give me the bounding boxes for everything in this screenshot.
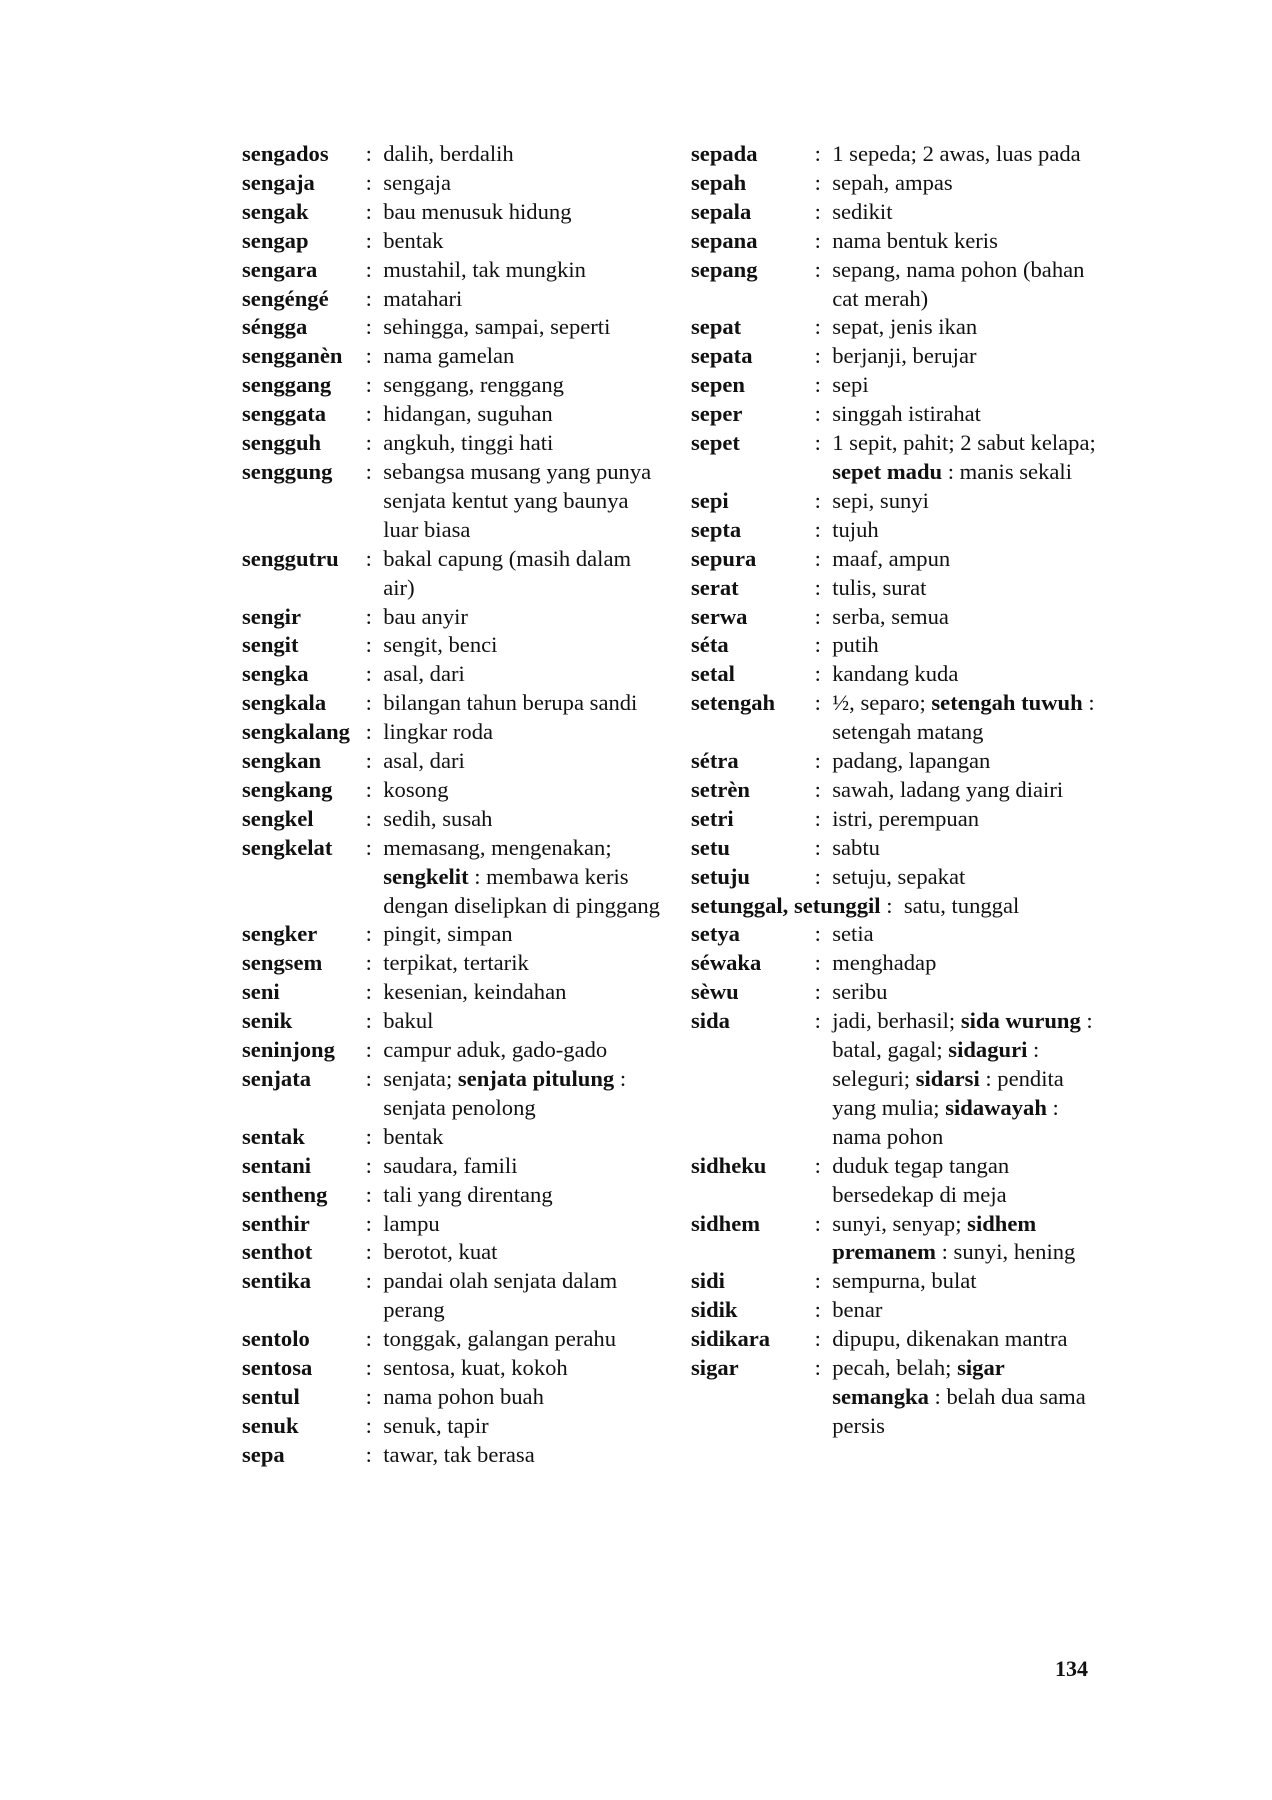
entry-separator: : (809, 545, 833, 571)
entry-term: sengados (242, 141, 329, 166)
dictionary-entry (242, 1441, 662, 1470)
entry-separator: : (360, 776, 384, 802)
dictionary-entry (691, 574, 1101, 603)
entry-definition: seribu (832, 979, 888, 1005)
entry-term: sepet (691, 430, 740, 456)
entry-term: sepah (691, 169, 747, 195)
entry-definition: kosong (383, 776, 449, 802)
entry-separator: : (809, 169, 833, 195)
dictionary-entry (242, 834, 662, 921)
entry-separator: : (360, 632, 384, 658)
entry-separator: : (360, 1123, 384, 1149)
entry-separator: : (360, 227, 384, 253)
entry-term: sigar (691, 1355, 739, 1381)
dictionary-entry (242, 776, 662, 805)
entry-separator: : (360, 401, 384, 427)
entry-definition: sempurna, bulat (832, 1268, 977, 1294)
entry-separator: : (360, 1268, 384, 1294)
dictionary-entry (691, 747, 1101, 776)
dictionary-entry (242, 1065, 662, 1123)
entry-separator: : (360, 169, 384, 195)
entry-separator: : (360, 603, 384, 629)
entry-definition: jadi, berhasil; sida wurung : batal, gagal; sidaguri : seleguri; sidarsi : pendita yang mulia; sidawayah : nama pohon (832, 1008, 1093, 1149)
dictionary-entry (691, 949, 1101, 978)
entry-definition: sepah, ampas (832, 169, 953, 195)
entry-term: senthot (242, 1239, 313, 1265)
entry-definition: duduk tegap tangan bersedekap di meja (832, 1152, 1010, 1207)
entry-separator: : (809, 834, 833, 860)
dictionary-entry (242, 1383, 662, 1412)
entry-definition: asal, dari (383, 748, 465, 774)
entry-separator: : (360, 314, 384, 340)
dictionary-entry (242, 227, 662, 256)
entry-definition: memasang, mengenakan; sengkelit : membawa keris dengan diselipkan di pinggang (383, 834, 660, 918)
entry-separator: : (809, 343, 833, 369)
entry-separator: : (360, 256, 384, 282)
entry-term: serwa (691, 603, 748, 629)
entry-separator: : (360, 1441, 384, 1467)
dictionary-entry (691, 198, 1101, 227)
dictionary-entry (691, 805, 1101, 834)
entry-separator: : (809, 979, 833, 1005)
entry-separator: : (809, 487, 833, 513)
dictionary-entry (242, 1123, 662, 1152)
entry-separator: : (360, 690, 384, 716)
entry-separator: : (809, 603, 833, 629)
entry-definition: bentak (383, 1123, 444, 1149)
entry-definition: singgah istirahat (832, 401, 981, 427)
entry-separator: : (360, 430, 384, 456)
entry-definition: menghadap (832, 950, 937, 976)
entry-separator: : (809, 776, 833, 802)
entry-definition: berotot, kuat (383, 1239, 498, 1265)
entry-term: setengah (691, 690, 776, 716)
entry-separator: : (809, 141, 833, 166)
entry-term: senggutru (242, 545, 339, 571)
entry-term: sengara (242, 256, 318, 282)
entry-separator: : (809, 516, 833, 542)
dictionary-entry (242, 1325, 662, 1354)
dictionary-entry (691, 920, 1101, 949)
dictionary-entry (242, 429, 662, 458)
entry-term: sepada (691, 141, 758, 166)
entry-term: sengak (242, 198, 309, 224)
entry-term: sengguh (242, 430, 322, 456)
entry-definition: terpikat, tertarik (383, 950, 529, 976)
dictionary-entry (242, 140, 662, 169)
entry-term: senuk (242, 1412, 299, 1438)
entry-separator: : (809, 748, 833, 774)
dictionary-entry (691, 313, 1101, 342)
dictionary-entry (242, 1267, 662, 1325)
entry-term: sengkalang (242, 719, 350, 745)
entry-definition: pecah, belah; sigar semangka : belah dua sama persis (832, 1355, 1086, 1438)
entry-separator: : (809, 1355, 833, 1381)
page-number: 134 (1055, 1656, 1088, 1681)
entry-term: setuju (691, 863, 750, 889)
entry-definition: berjanji, berujar (832, 343, 977, 369)
entry-separator: : (809, 1152, 833, 1178)
entry-definition: benar (832, 1297, 883, 1323)
entry-definition: bau menusuk hidung (383, 198, 572, 224)
entry-term: sengka (242, 661, 309, 687)
dictionary-entry (691, 603, 1101, 632)
entry-definition: nama bentuk keris (832, 227, 998, 253)
entry-term: setunggal, setunggil (691, 892, 881, 918)
entry-term: sidik (691, 1297, 738, 1323)
entry-term: sengker (242, 921, 318, 947)
entry-separator: : (809, 632, 833, 658)
entry-separator: : (360, 372, 384, 398)
entry-definition: senuk, tapir (383, 1412, 489, 1438)
entry-term: sepang (691, 256, 758, 282)
dictionary-entry (691, 1210, 1101, 1268)
entry-definition: 1 sepeda; 2 awas, luas pada (832, 141, 1081, 166)
entry-term: sentheng (242, 1181, 328, 1207)
entry-term: sengir (242, 603, 301, 629)
entry-definition: sepang, nama pohon (bahan cat merah) (832, 256, 1085, 311)
dictionary-entry (691, 1267, 1101, 1296)
dictionary-entry (242, 1238, 662, 1267)
dictionary-entry (242, 1354, 662, 1383)
dictionary-entry (691, 978, 1101, 1007)
entry-term: sepana (691, 227, 758, 253)
entry-definition: tonggak, galangan perahu (383, 1326, 616, 1352)
entry-definition: kesenian, keindahan (383, 979, 567, 1005)
entry-definition: sentosa, kuat, kokoh (383, 1355, 568, 1381)
entry-separator: : (809, 1268, 833, 1294)
entry-separator: : (809, 1008, 833, 1034)
entry-definition: saudara, famili (383, 1152, 518, 1178)
entry-term: seper (691, 401, 743, 427)
dictionary-entry (242, 1210, 662, 1239)
entry-separator: : (809, 227, 833, 253)
entry-definition: angkuh, tinggi hati (383, 430, 554, 456)
entry-term: sengéngé (242, 285, 329, 311)
entry-separator: : (809, 372, 833, 398)
entry-definition: sunyi, senyap; sidhem premanem : sunyi, hening (832, 1210, 1076, 1265)
entry-definition: 1 sepit, pahit; 2 sabut kelapa; sepet madu : manis sekali (832, 430, 1096, 484)
entry-definition: tujuh (832, 516, 879, 542)
dictionary-entry (691, 863, 1101, 892)
entry-separator: : (360, 1008, 384, 1034)
entry-term: sentani (242, 1152, 312, 1178)
dictionary-entry (242, 313, 662, 342)
entry-separator: : (360, 1326, 384, 1352)
entry-definition: sawah, ladang yang diairi (832, 776, 1064, 802)
entry-definition: maaf, ampun (832, 545, 951, 571)
entry-definition: lingkar roda (383, 719, 494, 745)
dictionary-entry (242, 747, 662, 776)
entry-separator: : (360, 198, 384, 224)
entry-term: séta (691, 632, 729, 658)
entry-term: sepen (691, 372, 745, 398)
entry-separator: : (809, 1326, 833, 1352)
entry-term: sidikara (691, 1326, 771, 1352)
entry-separator: : (809, 661, 833, 687)
entry-separator: : (809, 256, 833, 282)
entry-term: sengkala (242, 690, 327, 716)
entry-definition: sepat, jenis ikan (832, 314, 978, 340)
entry-term: setal (691, 661, 735, 687)
entry-separator: : (809, 198, 833, 224)
dictionary-entry (242, 256, 662, 285)
dictionary-entry (691, 892, 1101, 921)
dictionary-entry (242, 169, 662, 198)
entry-separator: : (809, 863, 833, 889)
entry-definition: sebangsa musang yang punya senjata kentut yang baunya luar biasa (383, 458, 652, 542)
dictionary-entry (691, 140, 1101, 169)
dictionary-entry (691, 1152, 1101, 1210)
entry-term: senthir (242, 1210, 310, 1236)
entry-term: senggang (242, 372, 332, 398)
entry-separator: : (809, 921, 833, 947)
dictionary-entry (242, 689, 662, 718)
entry-term: sengkel (242, 805, 314, 831)
entry-term: sida (691, 1008, 730, 1034)
entry-definition: campur aduk, gado-gado (383, 1037, 608, 1063)
dictionary-entry (691, 1325, 1101, 1354)
entry-separator: : (360, 661, 384, 687)
dictionary-entry (242, 1152, 662, 1181)
entry-term: sengganèn (242, 343, 343, 369)
entry-definition: senggang, renggang (383, 372, 564, 398)
dictionary-entry (242, 660, 662, 689)
entry-definition: senjata; senjata pitulung : senjata penolong (383, 1066, 627, 1120)
dictionary-entry (242, 718, 662, 747)
entry-separator: : (360, 921, 384, 947)
dictionary-entry (691, 400, 1101, 429)
dictionary-entry (691, 1296, 1101, 1325)
entry-definition: tali yang direntang (383, 1181, 553, 1207)
entry-separator: : (360, 748, 384, 774)
entry-definition: hidangan, suguhan (383, 401, 553, 427)
dictionary-entry (691, 371, 1101, 400)
entry-term: sèwu (691, 979, 739, 1005)
entry-definition: bakul (383, 1008, 434, 1034)
entry-term: setya (691, 921, 740, 947)
dictionary-entry (691, 429, 1101, 487)
dictionary-entry (242, 631, 662, 660)
entry-definition: pingit, simpan (383, 921, 513, 947)
entry-separator: : (809, 401, 833, 427)
entry-term: séwaka (691, 950, 762, 976)
entry-definition: dipupu, dikenakan mantra (832, 1326, 1068, 1352)
entry-definition: setia (832, 921, 874, 947)
entry-definition: tulis, surat (832, 574, 927, 600)
entry-separator: : (809, 690, 833, 716)
entry-term: sentika (242, 1268, 312, 1294)
entry-definition: padang, lapangan (832, 748, 991, 774)
entry-separator: : (809, 805, 833, 831)
right-column (691, 140, 1101, 1441)
dictionary-entry (242, 805, 662, 834)
entry-term: setri (691, 805, 734, 831)
dictionary-entry (691, 631, 1101, 660)
entry-term: sentak (242, 1123, 305, 1149)
entry-separator: : (360, 1210, 384, 1236)
entry-definition: ½, separo; setengah tuwuh : setengah matang (832, 690, 1095, 745)
entry-definition: lampu (383, 1210, 440, 1236)
entry-definition: sedikit (832, 198, 893, 224)
entry-term: sidi (691, 1268, 725, 1294)
entry-separator: : (360, 458, 384, 484)
dictionary-entry (691, 1007, 1101, 1152)
entry-term: septa (691, 516, 742, 542)
entry-definition: asal, dari (383, 661, 465, 687)
entry-term: sentosa (242, 1355, 313, 1381)
entry-separator: : (360, 141, 384, 166)
entry-term: sepat (691, 314, 742, 340)
entry-term: serat (691, 574, 739, 600)
entry-term: senik (242, 1008, 293, 1034)
entry-separator: : (809, 430, 833, 456)
entry-definition: sepi (832, 372, 869, 398)
entry-term: sidhem (691, 1210, 761, 1236)
entry-definition: nama gamelan (383, 343, 515, 369)
entry-separator: : (360, 285, 384, 311)
dictionary-entry (242, 1007, 662, 1036)
entry-term: sepala (691, 198, 752, 224)
entry-separator: : (360, 1412, 384, 1438)
entry-term: sengsem (242, 950, 323, 976)
entry-term: sepura (691, 545, 757, 571)
entry-separator: : (360, 805, 384, 831)
entry-separator: : (809, 950, 833, 976)
dictionary-entry (691, 169, 1101, 198)
entry-definition: pandai olah senjata dalam perang (383, 1268, 618, 1323)
entry-definition: serba, semua (832, 603, 949, 629)
entry-definition: setuju, sepakat (832, 863, 966, 889)
entry-definition: sehingga, sampai, seperti (383, 314, 611, 340)
dictionary-entry (691, 834, 1101, 863)
dictionary-entry (691, 545, 1101, 574)
dictionary-entry (242, 920, 662, 949)
entry-term: senggata (242, 401, 327, 427)
entry-separator: : (360, 719, 384, 745)
dictionary-entry (242, 1036, 662, 1065)
entry-definition: bilangan tahun berupa sandi (383, 690, 638, 716)
dictionary-entry (691, 689, 1101, 747)
dictionary-entry (242, 458, 662, 545)
entry-term: sentolo (242, 1326, 310, 1352)
entry-definition: tawar, tak berasa (383, 1441, 535, 1467)
entry-definition: sengit, benci (383, 632, 498, 658)
entry-term: sengaja (242, 169, 315, 195)
entry-definition: sedih, susah (383, 805, 493, 831)
entry-separator: : (360, 1181, 384, 1207)
entry-term: sepa (242, 1441, 285, 1467)
entry-separator: : (360, 343, 384, 369)
entry-separator: : (360, 950, 384, 976)
dictionary-entry (691, 342, 1101, 371)
entry-separator: : (360, 1239, 384, 1265)
entry-separator: : (809, 314, 833, 340)
dictionary-entry (691, 487, 1101, 516)
entry-separator: : (360, 834, 384, 860)
dictionary-entry (242, 1181, 662, 1210)
entry-term: senjata (242, 1066, 312, 1091)
entry-definition: bakal capung (masih dalam air) (383, 545, 632, 600)
dictionary-entry (242, 198, 662, 227)
entry-definition: sabtu (832, 834, 880, 860)
entry-term: senggung (242, 458, 333, 484)
entry-separator: : (360, 545, 384, 571)
dictionary-entry (691, 516, 1101, 545)
entry-separator: : (809, 574, 833, 600)
entry-definition: satu, tunggal (903, 892, 1020, 918)
entry-definition: putih (832, 632, 879, 658)
entry-term: sengit (242, 632, 299, 658)
entry-term: séngga (242, 314, 308, 340)
dictionary-entry (691, 256, 1101, 314)
entry-definition: dalih, berdalih (383, 141, 514, 166)
entry-separator: : (360, 1037, 384, 1063)
entry-definition: sengaja (383, 169, 451, 195)
entry-separator: : (360, 979, 384, 1005)
entry-separator: : (360, 1383, 384, 1409)
dictionary-entry (242, 603, 662, 632)
entry-separator: : (809, 1297, 833, 1323)
dictionary-entry (691, 776, 1101, 805)
entry-definition: kandang kuda (832, 661, 959, 687)
entry-term: sengkang (242, 776, 333, 802)
dictionary-entry (242, 978, 662, 1007)
dictionary-entry (242, 371, 662, 400)
entry-term: sengkan (242, 748, 322, 774)
entry-term: sengkelat (242, 834, 333, 860)
entry-term: sengap (242, 227, 309, 253)
entry-definition: mustahil, tak mungkin (383, 256, 586, 282)
entry-definition: nama pohon buah (383, 1383, 544, 1409)
entry-term: sepata (691, 343, 753, 369)
dictionary-entry (242, 285, 662, 314)
entry-term: sepi (691, 487, 729, 513)
dictionary-entry (691, 1354, 1101, 1441)
dictionary-entry (242, 400, 662, 429)
entry-definition: istri, perempuan (832, 805, 980, 831)
dictionary-entry (242, 545, 662, 603)
entry-term: sétra (691, 748, 739, 774)
entry-definition: bau anyir (383, 603, 468, 629)
left-column (242, 140, 662, 1470)
entry-definition: bentak (383, 227, 444, 253)
entry-separator: : (360, 1152, 384, 1178)
dictionary-entry (242, 1412, 662, 1441)
entry-term: seni (242, 979, 280, 1005)
entry-term: setrèn (691, 776, 750, 802)
entry-term: sidheku (691, 1152, 767, 1178)
dictionary-entry (691, 227, 1101, 256)
entry-term: sentul (242, 1383, 300, 1409)
dictionary-entry (242, 949, 662, 978)
entry-separator: : (880, 892, 904, 918)
entry-separator: : (360, 1355, 384, 1381)
entry-definition: matahari (383, 285, 463, 311)
entry-definition: sepi, sunyi (832, 487, 929, 513)
dictionary-entry (691, 660, 1101, 689)
entry-separator: : (809, 1210, 833, 1236)
dictionary-entry (242, 342, 662, 371)
entry-separator: : (360, 1066, 384, 1091)
entry-term: setu (691, 834, 730, 860)
entry-term: seninjong (242, 1037, 335, 1063)
